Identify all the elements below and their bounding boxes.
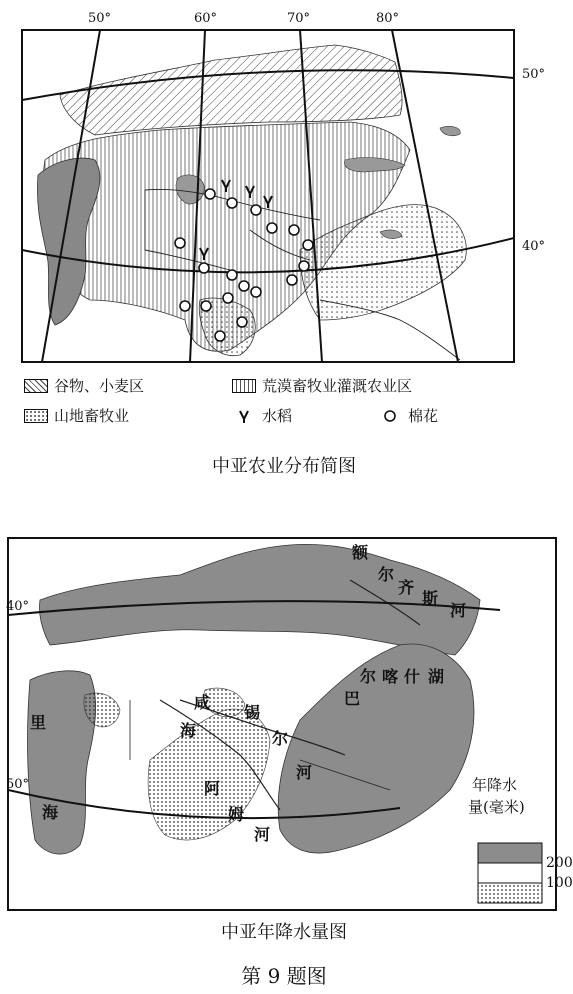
mountain-swatch bbox=[24, 409, 48, 423]
legend-rice bbox=[232, 405, 292, 426]
legend-desert-label: 荒漠畜牧业灌溉农业区 bbox=[262, 377, 413, 395]
legend-desert bbox=[232, 375, 412, 396]
amu-label-1: 阿 bbox=[204, 779, 221, 798]
lon-label-50: 50° bbox=[88, 11, 112, 26]
aral-label-2: 海 bbox=[180, 721, 197, 740]
figure-caption: 第 9 题图 bbox=[241, 964, 327, 988]
balkhash-label-1: 巴 bbox=[344, 689, 361, 708]
lat-label-50: 50° bbox=[522, 67, 546, 82]
rice-icon bbox=[232, 408, 256, 424]
legend-title-1: 年降水 bbox=[472, 776, 518, 794]
legend-value-100: 100 bbox=[546, 875, 573, 891]
map2-lat-label-40: 40° bbox=[6, 599, 30, 614]
lon-label-80: 80° bbox=[376, 11, 400, 26]
irtysh-label-1: 额 bbox=[352, 543, 369, 562]
balkhash-label-3: 喀 bbox=[382, 667, 399, 686]
legend-cotton-label: 棉花 bbox=[408, 407, 439, 425]
lon-label-60: 60° bbox=[194, 11, 218, 26]
caspian-label-1: 里 bbox=[30, 713, 47, 732]
caspian-label-2: 海 bbox=[42, 803, 59, 822]
amu-label-2: 姆 bbox=[228, 805, 245, 824]
legend-title-2: 量(毫米) bbox=[468, 798, 525, 816]
irtysh-label-5: 河 bbox=[450, 601, 467, 620]
legend-mountain bbox=[24, 405, 129, 426]
aral-label-1: 咸 bbox=[194, 693, 211, 712]
balkhash-label-4: 什 bbox=[404, 667, 421, 686]
irtysh-label-2: 尔 bbox=[378, 565, 395, 584]
balkhash-label-2: 尔 bbox=[360, 667, 377, 686]
lon-label-70: 70° bbox=[287, 11, 311, 26]
desert-swatch bbox=[232, 379, 256, 393]
grain-swatch bbox=[24, 379, 48, 393]
syr-label-1: 锡 bbox=[244, 703, 261, 722]
legend-mountain-label: 山地畜牧业 bbox=[54, 407, 130, 425]
map2-caption: 中亚年降水量图 bbox=[221, 922, 347, 943]
irtysh-label-3: 齐 bbox=[398, 578, 415, 597]
syr-label-2: 尔 bbox=[272, 729, 289, 748]
legend-rice-label: 水稻 bbox=[262, 407, 293, 425]
cotton-icon bbox=[378, 408, 402, 424]
irtysh-label-4: 斯 bbox=[422, 589, 439, 608]
syr-label-3: 河 bbox=[296, 763, 313, 782]
legend-value-200: 200 bbox=[546, 855, 573, 871]
amu-label-3: 河 bbox=[254, 825, 271, 844]
legend-grain-label: 谷物、小麦区 bbox=[54, 377, 145, 395]
legend-grain bbox=[24, 375, 144, 396]
lat-label-40: 40° bbox=[522, 239, 546, 254]
balkhash-label-5: 湖 bbox=[428, 667, 445, 686]
map1-caption: 中亚农业分布简图 bbox=[212, 456, 356, 477]
map2-lat-label-50: 50° bbox=[6, 777, 30, 792]
legend-cotton bbox=[378, 405, 438, 426]
